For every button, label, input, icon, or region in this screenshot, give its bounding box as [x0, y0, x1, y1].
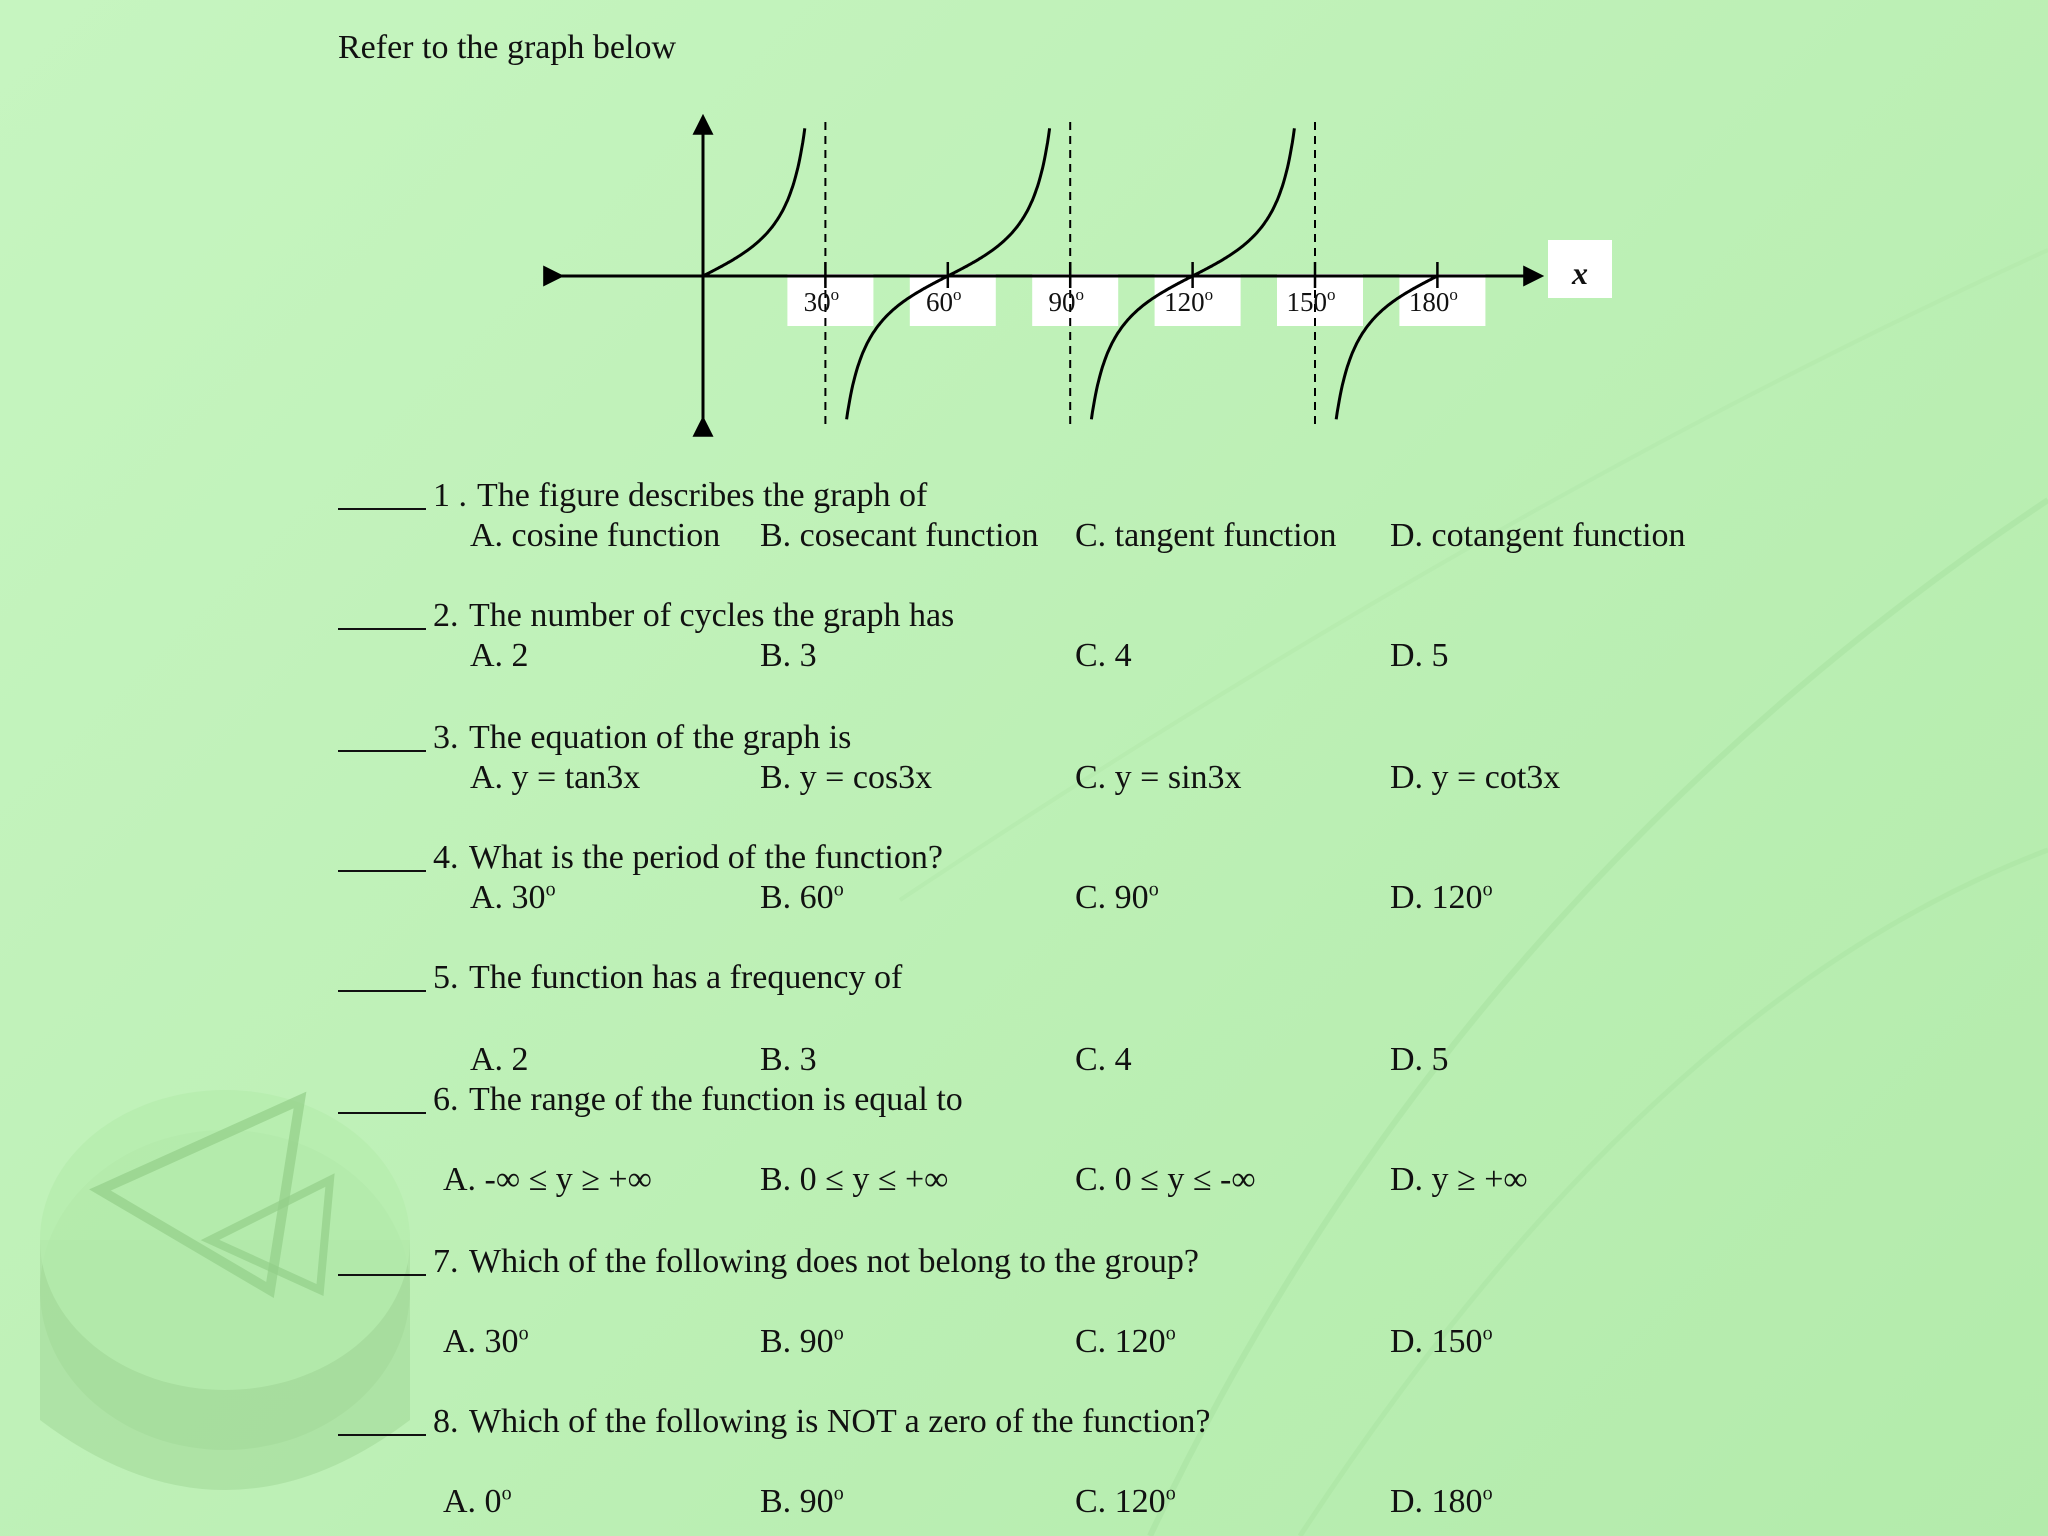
question-number: 7.	[433, 1243, 459, 1280]
answer-option[interactable]: B. 3	[760, 637, 817, 674]
question-number: 8.	[433, 1403, 459, 1440]
answer-option[interactable]: B. 60$^o$	[760, 878, 844, 916]
x-tick-label: 120$^o$	[1164, 285, 1214, 317]
x-tick-label: 30$^o$	[803, 285, 840, 317]
question-number: 3.	[433, 719, 459, 756]
answer-option[interactable]: C. tangent function	[1075, 517, 1337, 554]
x-tick-label: 180$^o$	[1408, 285, 1458, 317]
answer-option[interactable]: B. cosecant function	[760, 517, 1039, 554]
question-number: 2.	[433, 597, 459, 634]
question-text: The figure describes the graph of	[477, 477, 928, 514]
answer-option[interactable]: A. 30$^o$	[470, 878, 556, 916]
degree-symbol: o	[1482, 1322, 1493, 1345]
answer-blank[interactable]	[338, 990, 426, 992]
protractor-disc-icon	[40, 1090, 410, 1490]
answer-option[interactable]: B. 90$^o$	[760, 1482, 844, 1520]
answer-option[interactable]: C. 120$^o$	[1075, 1322, 1176, 1360]
x-tick-label: 150$^o$	[1286, 285, 1336, 317]
degree-symbol: o	[833, 1482, 844, 1505]
degree-symbol: o	[833, 878, 844, 901]
question-text: What is the period of the function?	[469, 839, 943, 876]
answer-option[interactable]: C. 4	[1075, 1041, 1132, 1078]
question-number: 5.	[433, 959, 459, 996]
answer-option[interactable]: A. -∞ ≤ y ≥ +∞	[443, 1161, 652, 1198]
answer-blank[interactable]	[338, 1274, 426, 1276]
answer-option[interactable]: B. 3	[760, 1041, 817, 1078]
answer-option[interactable]: D. 120$^o$	[1390, 878, 1493, 916]
question-text: The number of cycles the graph has	[469, 597, 955, 634]
question-text: The equation of the graph is	[469, 719, 852, 756]
tangent-curve-branch	[704, 128, 805, 275]
answer-blank[interactable]	[338, 628, 426, 630]
degree-symbol: o	[501, 1482, 512, 1505]
question-text: The range of the function is equal to	[469, 1081, 963, 1118]
question-text: The function has a frequency of	[469, 959, 903, 996]
answer-option[interactable]: A. 2	[470, 1041, 529, 1078]
answer-option[interactable]: D. 5	[1390, 1041, 1449, 1078]
answer-option[interactable]: C. 0 ≤ y ≤ -∞	[1075, 1161, 1256, 1198]
answer-option[interactable]: A. cosine function	[470, 517, 721, 554]
degree-symbol: o	[1165, 1322, 1176, 1345]
answer-option[interactable]: A. 2	[470, 637, 529, 674]
question-text: Which of the following does not belong to the group?	[469, 1243, 1199, 1280]
question-number: 6.	[433, 1081, 459, 1118]
question-number: 1 .	[433, 477, 467, 514]
answer-option[interactable]: A. 0$^o$	[443, 1482, 512, 1520]
answer-option[interactable]: D. 180$^o$	[1390, 1482, 1493, 1520]
x-tick-label: 60$^o$	[926, 285, 962, 317]
answer-blank[interactable]	[338, 750, 426, 752]
answer-option[interactable]: D. y = cot3x	[1390, 759, 1561, 796]
answer-option[interactable]: A. y = tan3x	[470, 759, 641, 796]
answer-blank[interactable]	[338, 508, 426, 510]
tangent-graph	[0, 0, 2048, 460]
x-axis-label: x	[1572, 255, 1588, 291]
answer-blank[interactable]	[338, 1434, 426, 1436]
degree-symbol: o	[1482, 878, 1493, 901]
degree-symbol: o	[518, 1322, 529, 1345]
answer-blank[interactable]	[338, 1112, 426, 1114]
answer-option[interactable]: C. 90$^o$	[1075, 878, 1159, 916]
answer-option[interactable]: B. 90$^o$	[760, 1322, 844, 1360]
answer-option[interactable]: B. 0 ≤ y ≤ +∞	[760, 1161, 949, 1198]
degree-symbol: o	[1148, 878, 1159, 901]
answer-blank[interactable]	[338, 870, 426, 872]
answer-option[interactable]: B. y = cos3x	[760, 759, 933, 796]
question-number: 4.	[433, 839, 459, 876]
x-tick-label: 90$^o$	[1048, 285, 1084, 317]
answer-option[interactable]: D. 5	[1390, 637, 1449, 674]
degree-symbol: o	[1482, 1482, 1493, 1505]
question-text: Which of the following is NOT a zero of the function?	[469, 1403, 1211, 1440]
instruction-text: Refer to the graph below	[338, 29, 676, 66]
answer-option[interactable]: D. cotangent function	[1390, 517, 1686, 554]
answer-option[interactable]: D. y ≥ +∞	[1390, 1161, 1528, 1198]
degree-symbol: o	[545, 878, 556, 901]
answer-option[interactable]: C. 120$^o$	[1075, 1482, 1176, 1520]
degree-symbol: o	[1165, 1482, 1176, 1505]
answer-option[interactable]: A. 30$^o$	[443, 1322, 529, 1360]
answer-option[interactable]: C. y = sin3x	[1075, 759, 1242, 796]
answer-option[interactable]: C. 4	[1075, 637, 1132, 674]
degree-symbol: o	[833, 1322, 844, 1345]
answer-option[interactable]: D. 150$^o$	[1390, 1322, 1493, 1360]
